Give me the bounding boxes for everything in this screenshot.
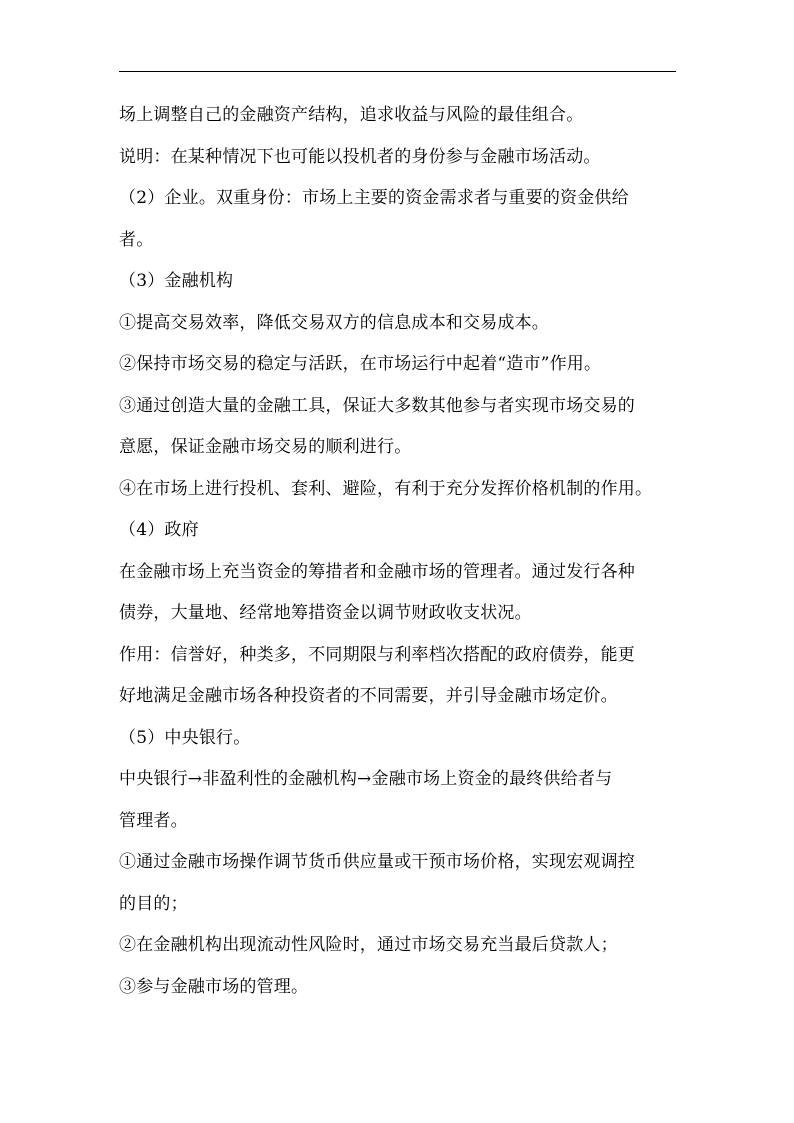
list-item: ①通过金融市场操作调节货币供应量或干预市场价格，实现宏观调控 bbox=[119, 852, 635, 872]
text-line: 在金融市场上充当资金的筹措者和金融市场的管理者。通过发行各种 bbox=[119, 561, 635, 582]
list-item: ②在金融机构出现流动性风险时，通过市场交易充当最后贷款人； bbox=[119, 935, 618, 955]
list-item: ③参与金融市场的管理。 bbox=[119, 976, 309, 997]
text-line: 管理者。 bbox=[119, 810, 188, 831]
list-item: ①提高交易效率，降低交易双方的信息成本和交易成本。 bbox=[119, 312, 549, 333]
document-body bbox=[119, 95, 689, 1008]
list-item: ③通过创造大量的金融工具，保证大多数其他参与者实现市场交易的 bbox=[119, 395, 635, 416]
list-item: ④在市场上进行投机、套利、避险，有利于充分发挥价格机制的作用。 bbox=[119, 478, 653, 499]
list-item: ②保持市场交易的稳定与活跃，在市场运行中起着“造市”作用。 bbox=[119, 354, 602, 374]
text-line: 者。 bbox=[119, 229, 154, 250]
header-rule bbox=[119, 71, 676, 72]
section-heading: （4）政府 bbox=[119, 520, 199, 540]
text-line: 说明：在某种情况下也可能以投机者的身份参与金融市场活动。 bbox=[119, 146, 601, 167]
section-heading: （5）中央银行。 bbox=[119, 727, 251, 748]
text-line: 的目的； bbox=[119, 893, 188, 914]
text-line: 作用：信誉好，种类多，不同期限与利率档次搭配的政府债券，能更 bbox=[119, 644, 635, 665]
text-line: 好地满足金融市场各种投资者的不同需要，并引导金融市场定价。 bbox=[119, 686, 618, 706]
text-line: 债券，大量地、经常地筹措资金以调节财政收支状况。 bbox=[119, 603, 532, 623]
text-line: 意愿，保证金融市场交易的顺利进行。 bbox=[119, 437, 412, 457]
text-line: 中央银行→非盈利性的金融机构→金融市场上资金的最终供给者与 bbox=[119, 769, 613, 789]
section-heading: （3）金融机构 bbox=[119, 271, 234, 291]
text-line: （2）企业。双重身份：市场上主要的资金需求者与重要的资金供给 bbox=[119, 188, 629, 208]
text-line: 场上调整自己的金融资产结构，追求收益与风险的最佳组合。 bbox=[119, 105, 584, 125]
